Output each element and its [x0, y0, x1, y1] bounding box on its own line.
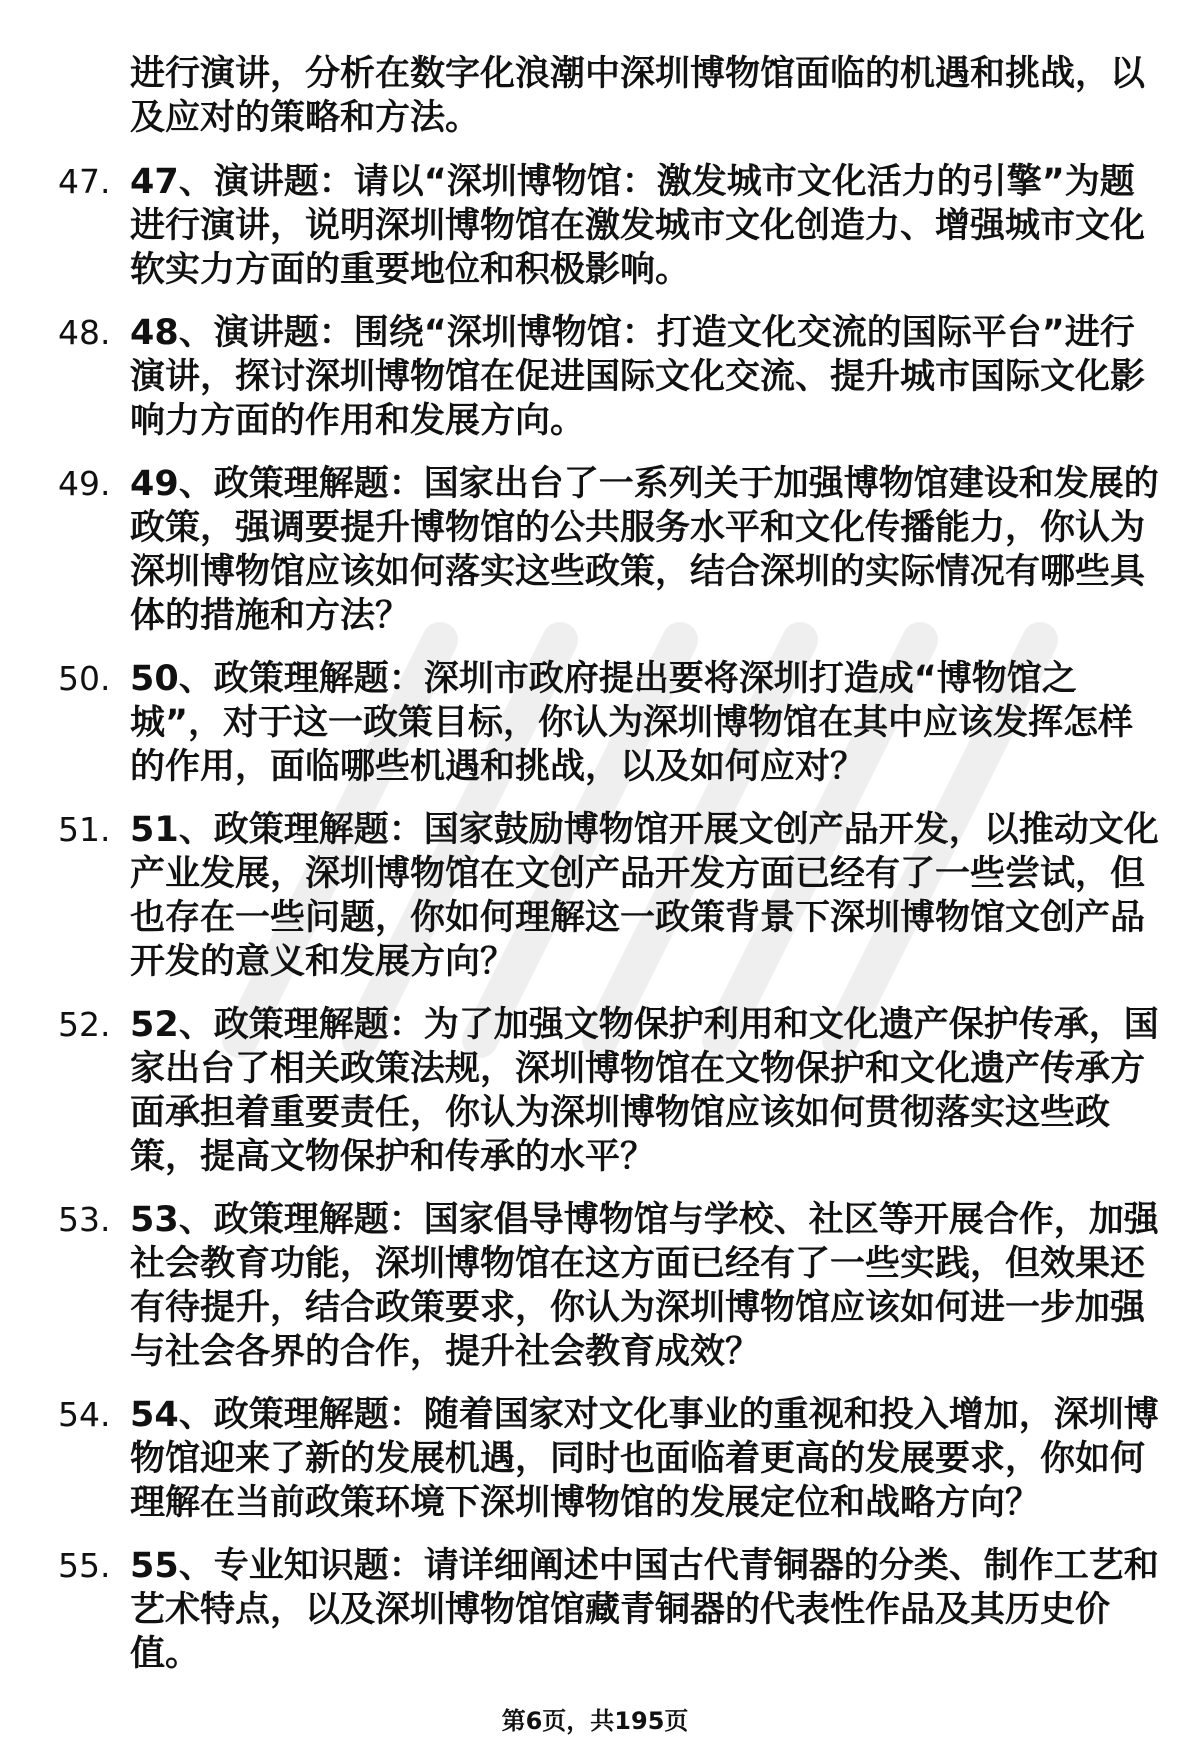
item-number: 47. [58, 162, 111, 201]
list-item [58, 160, 1168, 292]
item-text: 55、专业知识题：请详细阐述中国古代青铜器的分类、制作工艺和艺术特点，以及深圳博物馆馆藏青铜器的代表性作品及其历史价值。 [130, 1546, 1159, 1674]
list-item [58, 808, 1168, 984]
continuation-paragraph: 进行演讲，分析在数字化浪潮中深圳博物馆面临的机遇和挑战，以及应对的策略和方法。 [130, 54, 1146, 138]
item-number: 49. [58, 464, 111, 503]
item-text: 51、政策理解题：国家鼓励博物馆开展文创产品开发，以推动文化产业发展，深圳博物馆在文创产品开发方面已经有了一些尝试，但也存在一些问题，你如何理解这一政策背景下深圳博物馆文创产品开发的意义和发展方向？ [130, 810, 1159, 982]
item-text: 52、政策理解题：为了加强文物保护利用和文化遗产保护传承，国家出台了相关政策法规，深圳博物馆在文物保护和文化遗产传承方面承担着重要责任，你认为深圳博物馆应该如何贯彻落实这些政策，提高文物保护和传承的水平？ [130, 1005, 1159, 1177]
list-item [58, 1003, 1168, 1179]
item-number: 50. [58, 659, 111, 698]
list-item [58, 1393, 1168, 1525]
page-number-footer: 第6页，共195页 [501, 1707, 689, 1735]
question-list [58, 160, 1168, 1695]
list-item [58, 311, 1168, 443]
item-number: 54. [58, 1395, 111, 1434]
item-text: 49、政策理解题：国家出台了一系列关于加强博物馆建设和发展的政策，强调要提升博物馆的公共服务水平和文化传播能力，你认为深圳博物馆应该如何落实这些政策，结合深圳的实际情况有哪些具体的措施和方法？ [130, 464, 1159, 636]
item-number: 53. [58, 1200, 111, 1239]
item-text: 47、演讲题：请以“深圳博物馆：激发城市文化活力的引擎”为题进行演讲，说明深圳博物馆在激发城市文化创造力、增强城市文化软实力方面的重要地位和积极影响。 [130, 162, 1146, 290]
item-number: 55. [58, 1546, 111, 1585]
item-number: 51. [58, 810, 111, 849]
list-item [58, 462, 1168, 638]
item-number: 48. [58, 313, 111, 352]
list-item [58, 1198, 1168, 1374]
item-text: 50、政策理解题：深圳市政府提出要将深圳打造成“博物馆之城”，对于这一政策目标，你认为深圳博物馆在其中应该发挥怎样的作用，面临哪些机遇和挑战，以及如何应对？ [130, 659, 1134, 787]
list-item [58, 657, 1168, 789]
item-text: 54、政策理解题：随着国家对文化事业的重视和投入增加，深圳博物馆迎来了新的发展机遇，同时也面临着更高的发展要求，你如何理解在当前政策环境下深圳博物馆的发展定位和战略方向？ [130, 1395, 1159, 1523]
item-text: 48、演讲题：围绕“深圳博物馆：打造文化交流的国际平台”进行演讲，探讨深圳博物馆在促进国际文化交流、提升城市国际文化影响力方面的作用和发展方向。 [130, 313, 1146, 441]
item-text: 53、政策理解题：国家倡导博物馆与学校、社区等开展合作，加强社会教育功能，深圳博物馆在这方面已经有了一些实践，但效果还有待提升，结合政策要求，你认为深圳博物馆应该如何进一步加强与社会各界的合作，提升社会教育成效？ [130, 1200, 1159, 1372]
item-number: 52. [58, 1005, 111, 1044]
list-item [58, 1544, 1168, 1676]
